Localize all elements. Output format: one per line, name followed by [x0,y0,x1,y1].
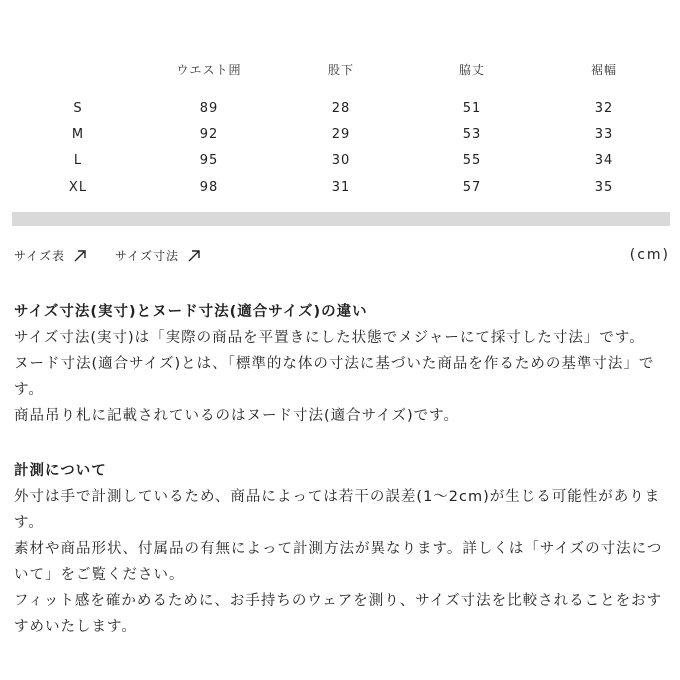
cell-hem-width: 32 [594,101,614,116]
section-text: ヌード寸法(適合サイズ)とは、「標準的な体の寸法に基づいた商品を作るための基準寸法」です。 [14,356,655,398]
column-header-side-length: 脇丈 [458,63,486,77]
cell-side-length: 57 [462,180,482,195]
section-title: サイズ寸法(実寸)とヌード寸法(適合サイズ)の違い [14,304,368,320]
cell-inseam: 31 [331,180,351,195]
cell-side-length: 55 [462,153,482,168]
table-horizontal-scrollbar[interactable] [12,212,670,226]
section-text: 外寸は手で計測しているため、商品によっては若干の誤差(1〜2cm)が生じる可能性があります。 [14,489,661,531]
row-size-label: M [71,127,85,142]
size-chart-link-label: サイズ表 [14,249,66,263]
column-header-waist: ウエスト囲 [176,63,242,77]
cell-inseam: 29 [331,127,351,142]
size-dimension-link-label: サイズ寸法 [115,249,180,263]
section-title: 計測について [14,463,107,479]
section-text: サイズ寸法(実寸)は「実際の商品を平置きにした状態でメジャーにて採寸した寸法」です。 [14,330,645,346]
column-header-inseam: 股下 [327,63,355,77]
cell-hem-width: 33 [594,127,614,142]
row-size-label: S [73,101,83,116]
section-text: 商品吊り札に記載されているのはヌード寸法(適合サイズ)です。 [14,408,459,424]
row-size-label: XL [68,180,88,195]
size-links-row [14,247,670,267]
cell-waist: 92 [199,127,219,142]
row-size-label: L [73,153,83,168]
unit-label: (cm) [629,247,670,263]
cell-side-length: 53 [462,127,482,142]
column-header-hem-width: 裾幅 [590,63,618,77]
cell-waist: 98 [199,180,219,195]
cell-waist: 89 [199,101,219,116]
external-arrow-icon [73,249,87,263]
size-difference-section [14,299,670,429]
size-dimension-link[interactable] [115,247,201,264]
size-chart-link[interactable] [14,247,87,264]
cell-inseam: 28 [331,101,351,116]
cell-side-length: 51 [462,101,482,116]
measurement-section [14,458,670,640]
cell-waist: 95 [199,153,219,168]
cell-hem-width: 34 [594,153,614,168]
section-text: フィット感を確かめるために、お手持ちのウェアを測り、サイズ寸法を比較されることをおすすめいたします。 [14,593,663,635]
section-text: 素材や商品形状、付属品の有無によって計測方法が異なります。詳しくは「サイズの寸法について」をご覧ください。 [14,541,663,583]
external-arrow-icon [187,249,201,263]
cell-inseam: 30 [331,153,351,168]
cell-hem-width: 35 [594,180,614,195]
